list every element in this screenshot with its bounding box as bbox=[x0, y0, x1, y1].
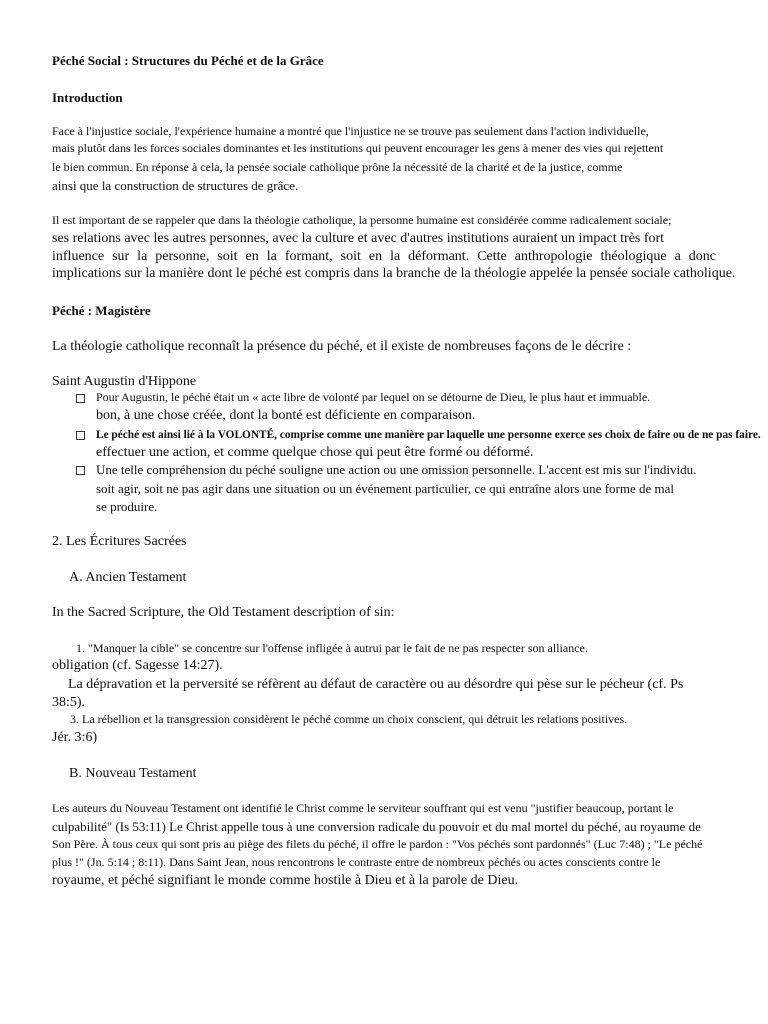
ancien-line: obligation (cf. Sagesse 14:27). bbox=[52, 658, 223, 673]
magistere-intro: La théologie catholique reconnaît la présence du péché, et il existe de nombreuses façons de le décrire : bbox=[52, 339, 632, 354]
intro-p1-line: Face à l'injustice sociale, l'expérience humaine a montré que l'injustice ne se trouve pas seulement dans l'action individuelle, bbox=[52, 124, 649, 138]
intro-p1-line: mais plutôt dans les forces sociales dominantes et les institutions qui peuvent encourager les gens à mener des vies qui rejettent bbox=[52, 141, 664, 155]
document-title: Péché Social : Structures du Péché et de la Grâce bbox=[52, 53, 324, 68]
bullet-line: soit agir, soit ne pas agir dans une situation ou un événement particulier, ce qui entraîne alors une forme de mal bbox=[96, 481, 674, 496]
bullet-line: bon, à une chose créée, dont la bonté est déficiente en comparaison. bbox=[96, 408, 476, 423]
checkbox-bullet-icon bbox=[76, 394, 85, 403]
intro-p2-line: implications sur la manière dont le péché est compris dans la branche de la théologie appelée la pensée sociale catholique. bbox=[52, 266, 736, 281]
bullet-line: Pour Augustin, le péché était un « acte libre de volonté par lequel on se détourne de Dieu, le plus haut et immuable. bbox=[96, 390, 651, 404]
intro-p2-line: Il est important de se rappeler que dans la théologie catholique, la personne humaine est considérée comme radicalement sociale; bbox=[52, 213, 672, 227]
ancien-line: 1. "Manquer la cible" se concentre sur l'offense infligée à autrui par le fait de ne pas respecter son alliance. bbox=[76, 641, 588, 655]
intro-p1-line: le bien commun. En réponse à cela, la pensée sociale catholique prône la nécessité de la charité et de la justice, comme bbox=[52, 160, 623, 174]
intro-p2-line: influence sur la personne, soit en la formant, soit en la déformant. Cette anthropologie théologique a donc bbox=[52, 249, 716, 264]
checkbox-bullet-icon bbox=[76, 431, 85, 440]
nouveau-line: Les auteurs du Nouveau Testament ont identifié le Christ comme le serviteur souffrant qui est venu "justifier beaucoup, portant le bbox=[52, 801, 674, 815]
ancien-line: Jér. 3:6) bbox=[52, 730, 98, 745]
ancien-line: 38:5). bbox=[52, 695, 86, 710]
intro-p1-line: ainsi que la construction de structures de grâce. bbox=[52, 178, 299, 193]
nouveau-line: royaume, et péché signifiant le monde comme hostile à Dieu et à la parole de Dieu. bbox=[52, 873, 519, 888]
ancien-line: 3. La rébellion et la transgression considèrent le péché comme un choix conscient, qui détruit les relations positives. bbox=[70, 712, 628, 726]
bullet-line: Une telle compréhension du péché souligne une action ou une omission personnelle. L'accent est mis sur l'individu. bbox=[96, 462, 697, 477]
checkbox-bullet-icon bbox=[76, 466, 85, 475]
bullet-line: effectuer une action, et comme quelque chose qui peut être formé ou déformé. bbox=[96, 445, 534, 460]
ancien-line: La dépravation et la perversité se réfèrent au défaut de caractère ou au désordre qui pèse sur le pécheur (cf. Ps bbox=[68, 677, 684, 692]
intro-p2-line: ses relations avec les autres personnes, avec la culture et avec d'autres institutions auraient un impact très fort bbox=[52, 231, 665, 246]
nouveau-line: Son Père. À tous ceux qui sont pris au piège des filets du péché, il offre le pardon : "Vos péchés sont pardonnés" (Luc 7:48) ; "Le péché bbox=[52, 837, 703, 851]
intro-heading: Introduction bbox=[52, 90, 123, 105]
ancien-heading: A. Ancien Testament bbox=[69, 570, 187, 585]
nouveau-line: culpabilité" (Is 53:11) Le Christ appelle tous à une conversion radicale du pouvoir et du mal mortel du péché, au royaume de bbox=[52, 819, 701, 834]
augustin-label: Saint Augustin d'Hippone bbox=[52, 374, 197, 389]
magistere-heading: Péché : Magistère bbox=[52, 303, 151, 318]
ecritures-heading: 2. Les Écritures Sacrées bbox=[52, 534, 187, 549]
bullet-line: se produire. bbox=[96, 499, 158, 514]
ancien-intro: In the Sacred Scripture, the Old Testament description of sin: bbox=[52, 605, 395, 620]
nouveau-line: plus !" (Jn. 5:14 ; 8:11). Dans Saint Jean, nous rencontrons le contraste entre de nombreux péchés ou actes conscients contre le bbox=[52, 855, 661, 869]
nouveau-heading: B. Nouveau Testament bbox=[69, 766, 197, 781]
bullet-line: Le péché est ainsi lié à la VOLONTÉ, comprise comme une manière par laquelle une personne exerce ses choix de faire ou de ne pas faire. bbox=[96, 427, 761, 441]
